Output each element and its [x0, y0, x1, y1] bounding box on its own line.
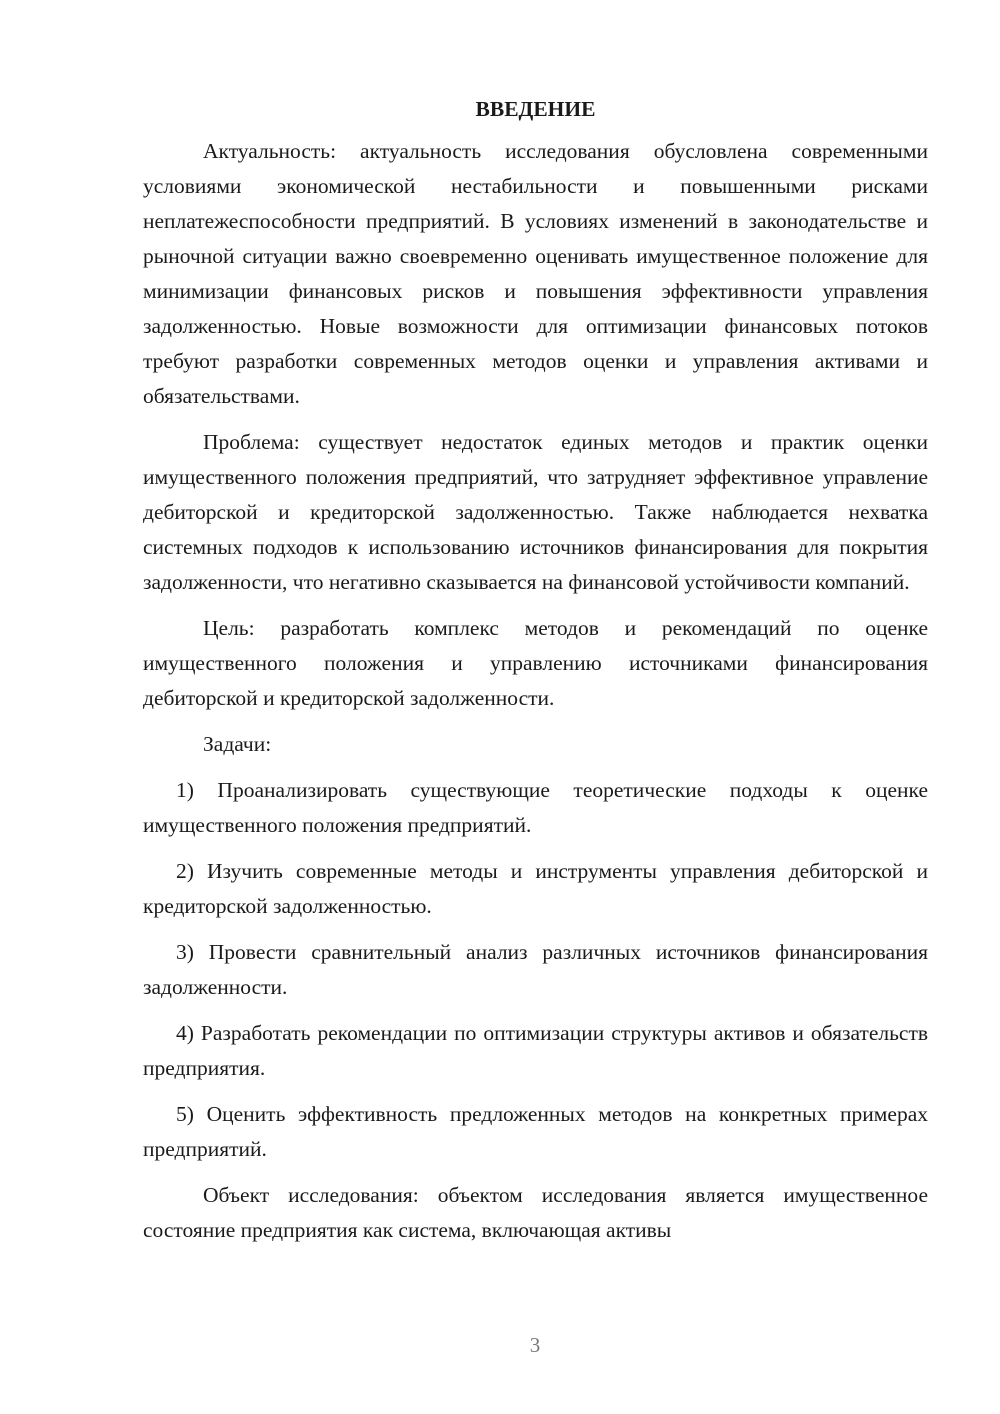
document-page	[143, 92, 928, 1259]
task-item-1: 1) Проанализировать существующие теоретические подходы к оценке имущественного положения предприятий.	[143, 778, 928, 837]
task-item-4: 4) Разработать рекомендации по оптимизации структуры активов и обязательств предприятия.	[143, 1021, 928, 1080]
relevance-paragraph: Актуальность: актуальность исследования обусловлена современными условиями экономической нестабильности и повышенными рисками неплатежеспособности предприятий. В условиях изменений в законодательстве и рыночной ситуации важно своевременно оценивать имущественное положение для минимизации финансовых рисков и повышения эффективности управления задолженностью. Новые возможности для оптимизации финансовых потоков требуют разработки современных методов оценки и управления активами и обязательствами.	[143, 139, 928, 408]
task-item-2: 2) Изучить современные методы и инструменты управления дебиторской и кредиторской задолженностью.	[143, 859, 928, 918]
object-paragraph: Объект исследования: объектом исследования является имущественное состояние предприятия как система, включающая активы	[143, 1183, 928, 1242]
problem-paragraph: Проблема: существует недостаток единых методов и практик оценки имущественного положения предприятий, что затрудняет эффективное управление дебиторской и кредиторской задолженностью. Также наблюдается нехватка системных подходов к использованию источников финансирования для покрытия задолженности, что негативно сказывается на финансовой устойчивости компаний.	[143, 430, 928, 594]
goal-paragraph: Цель: разработать комплекс методов и рекомендаций по оценке имущественного положения и управлению источниками финансирования дебиторской и кредиторской задолженности.	[143, 616, 928, 710]
task-item-5: 5) Оценить эффективность предложенных методов на конкретных примерах предприятий.	[143, 1102, 928, 1161]
page-number: 3	[529, 1333, 541, 1357]
section-title: ВВЕДЕНИЕ	[475, 97, 596, 121]
tasks-heading: Задачи:	[203, 732, 272, 756]
task-item-3: 3) Провести сравнительный анализ различных источников финансирования задолженности.	[143, 940, 928, 999]
